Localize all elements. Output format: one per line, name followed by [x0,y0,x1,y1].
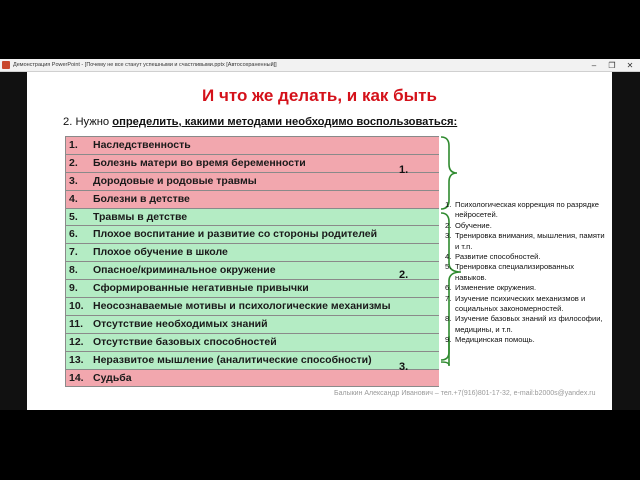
method-item [445,252,605,262]
cause-row [66,298,439,316]
method-text: Обучение. [455,220,492,230]
method-text: Тренировка внимания, мышления, памяти и т.п. [455,231,605,251]
group-label-3: 3. [399,361,409,373]
cause-number: 8. [69,264,78,277]
cause-number: 6. [69,228,78,241]
method-text: Изучение психических механизмов и социальных закономерностей. [455,293,586,314]
cause-number: 3. [69,174,78,187]
cause-number: 10. [69,300,84,313]
cause-row [66,262,439,280]
cause-row [66,137,439,155]
cause-row [66,352,439,370]
cause-row [66,173,439,191]
method-number: 3. [445,231,452,241]
cause-number: 12. [69,335,84,348]
cause-row [66,191,439,209]
group-label-1: 1. [399,164,409,176]
cause-row [66,244,439,262]
method-item [445,283,605,293]
cause-text: Неразвитое мышление (аналитические способности) [93,353,372,366]
cause-number: 4. [69,192,78,205]
method-item [445,200,605,221]
method-text: Медицинская помощь. [455,335,535,345]
window-titlebar [0,59,640,72]
restore-button[interactable]: ❐ [608,60,616,70]
cause-number: 5. [69,210,78,223]
cause-text: Травмы в детстве [93,210,188,223]
method-number: 2. [445,220,452,230]
method-number: 9. [445,335,452,345]
window-title: Демонстрация PowerPoint - [Почему не все станут успешными и счастливыми.pptx [Автосохраненный]] [13,62,277,68]
method-item [445,262,605,283]
slide-title: И что же делать, и как быть [202,86,437,105]
cause-text: Отсутствие необходимых знаний [93,317,268,330]
cause-row [66,155,439,173]
close-button[interactable]: ✕ [626,60,634,70]
cause-row [66,334,439,352]
method-text: Тренировка специализированных навыков. [455,262,575,282]
cause-text: Наследственность [93,139,191,151]
method-item [445,314,605,335]
cause-text: Болезни в детстве [93,192,190,205]
cause-row [66,209,439,227]
cause-text: Сформированные негативные привычки [93,282,309,295]
slide-subtitle [63,116,457,128]
method-item [445,221,605,231]
method-text: Развитие способностей. [455,252,541,262]
method-item [445,231,605,252]
method-number: 8. [445,314,452,324]
brace-1 [441,137,457,209]
author-footer: Балыкин Александр Иванович – тел.+7(916)801-17-32, e-mail:b2000s@yandex.ru [334,390,596,397]
method-text: Психологическая коррекция по разрядке нейросетей. [455,200,599,220]
cause-row [66,316,439,334]
methods-list [445,200,605,346]
minimize-button[interactable]: – [591,60,597,70]
window-controls [590,59,634,71]
subtitle-bold: определить, какими методами необходимо воспользоваться: [112,116,458,128]
cause-row [66,370,439,388]
method-number: 1. [445,200,452,209]
causes-table [65,136,439,387]
cause-text: Отсутствие базовых способностей [93,335,277,348]
left-margin [0,72,27,410]
method-text: Изучение базовых знаний из философии, медицины, и т.п. [455,314,603,334]
cause-text: Плохое воспитание и развитие со стороны родителей [93,228,378,241]
cause-number: 1. [69,139,78,151]
cause-number: 7. [69,246,78,259]
method-number: 4. [445,252,452,262]
method-item [445,335,605,345]
cause-number: 14. [69,371,84,384]
method-number: 6. [445,283,452,293]
cause-number: 11. [69,317,84,330]
cause-text: Неосознаваемые мотивы и психологические механизмы [93,300,391,313]
right-margin [612,72,640,410]
powerpoint-icon [2,61,10,69]
method-number: 5. [445,262,452,272]
slide [27,72,612,410]
cause-row [66,226,439,244]
cause-text: Плохое обучение в школе [93,246,228,259]
cause-number: 13. [69,353,84,366]
brace-3 [441,362,449,365]
subtitle-prefix: 2. Нужно [63,116,113,128]
cause-number: 9. [69,282,78,295]
cause-text: Дородовые и родовые травмы [93,174,257,187]
method-text: Изменение окружения. [455,283,537,293]
method-item [445,294,605,315]
cause-row [66,280,439,298]
cause-number: 2. [69,156,78,169]
method-number: 7. [445,293,452,303]
cause-text: Опасное/криминальное окружение [93,264,276,277]
cause-text: Болезнь матери во время беременности [93,156,306,169]
cause-text: Судьба [93,371,132,384]
group-label-2: 2. [399,269,409,281]
